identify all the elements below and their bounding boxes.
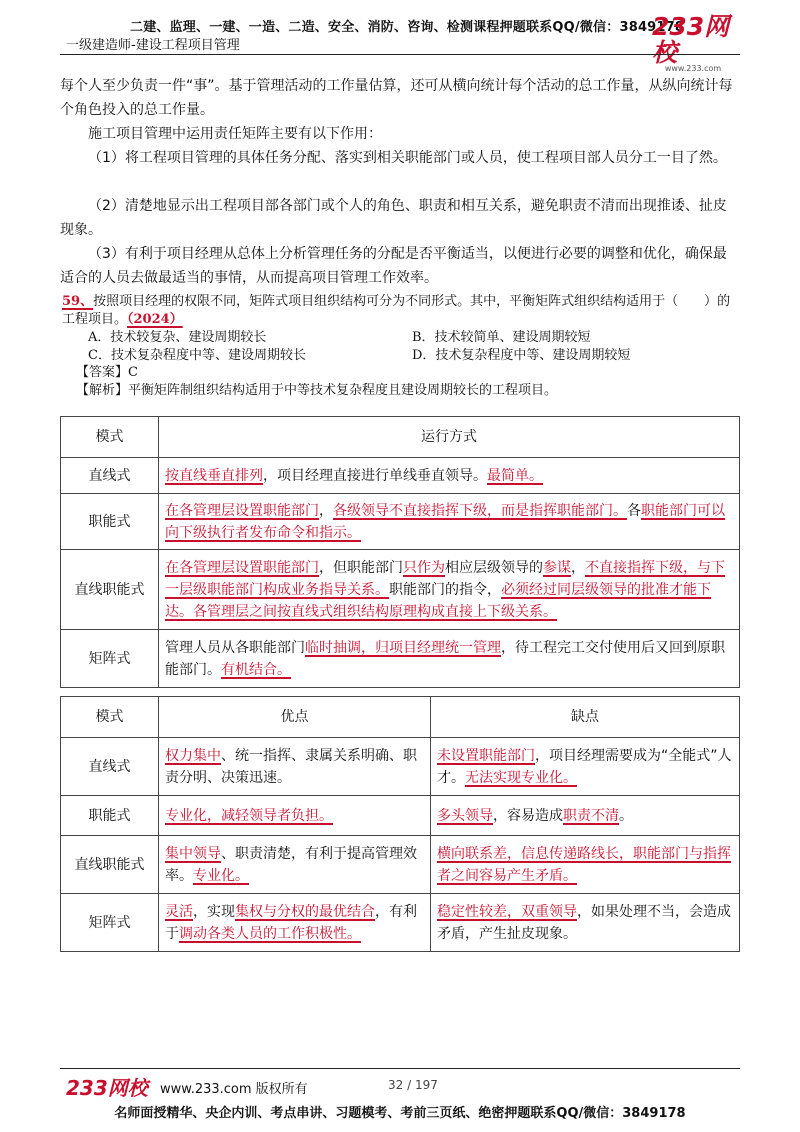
plain-text: ，待工程完工交付使用后又回到原职能部门。 — [165, 639, 725, 678]
plain-text: ，但职能部门 — [319, 559, 403, 576]
cons-cell — [431, 894, 740, 952]
highlight-text: 权力集中 — [165, 747, 221, 764]
plain-text: 、职责清楚，有利于提高管理效率。 — [165, 845, 417, 884]
mode-cell: 职能式 — [61, 494, 159, 550]
highlight-text: 参谋 — [543, 559, 571, 576]
header-subject: 一级建造师-建设工程项目管理 — [66, 38, 240, 53]
highlight-text: 多头领导 — [437, 807, 493, 824]
plain-text: ，实现 — [193, 903, 235, 920]
footer-divider — [60, 1068, 740, 1069]
table-row — [61, 836, 740, 894]
plain-text: ，容易造成 — [493, 807, 563, 824]
option-b: B．技术较简单、建设周期较短 — [412, 330, 591, 345]
table-row — [61, 738, 740, 796]
mode-cell: 矩阵式 — [61, 894, 159, 952]
highlight-text: 职责不清 — [563, 807, 619, 824]
plain-text: 各 — [627, 502, 641, 519]
highlight-text: 不直接指挥下级，与下一层级职能部门构成业务指导关系。 — [165, 559, 725, 598]
highlight-text: 最简单。 — [487, 467, 543, 484]
mode-cell: 直线职能式 — [61, 550, 159, 630]
plain-text: 。 — [619, 807, 633, 824]
plain-text: ， — [319, 502, 333, 519]
cons-cell — [431, 738, 740, 796]
column-header-operation: 运行方式 — [159, 417, 740, 458]
highlight-text: 集权与分权的最优结合 — [235, 903, 375, 920]
operation-cell — [159, 550, 740, 630]
highlight-text: 临时抽调，归项目经理统一管理 — [305, 639, 501, 656]
pros-cell — [159, 796, 431, 836]
plain-text: ，项目经理直接进行单线垂直领导。 — [263, 467, 487, 484]
highlight-text: 职能部门可以向下级执行者发布命令和指示。 — [165, 502, 725, 541]
mode-cell: 直线式 — [61, 458, 159, 494]
plain-text: ，如果处理不当，会造成矛盾，产生扯皮现象。 — [437, 903, 731, 942]
column-header-mode: 模式 — [61, 417, 159, 458]
cons-cell — [431, 836, 740, 894]
highlight-text: 必须经过同层级领导的批准才能下达。各管理层之间按直线式组织结构原理构成直接上下级关系。 — [165, 581, 711, 620]
question-year: （2024） — [127, 312, 183, 327]
highlight-text: 未设置职能部门 — [437, 747, 535, 764]
highlight-text: 各级领导不直接指挥下级，而是指挥职能部门。 — [333, 502, 627, 519]
column-header-mode: 模式 — [61, 697, 159, 738]
footer-copyright: www.233.com 版权所有 — [160, 1082, 308, 1097]
highlight-text: 有机结合。 — [221, 661, 291, 678]
plain-text: ，项目经理需要成为“全能式”人才。 — [437, 747, 732, 786]
paragraph-workload: 每个人至少负责一件“事”。基于管理活动的工作量估算，还可从横向统计每个活动的总工作量，从纵向统计每个角色投入的总工作量。 — [60, 78, 733, 118]
paragraph-matrix-intro: 施工项目管理中运用责任矩阵主要有以下作用： — [88, 126, 382, 142]
table-row — [61, 894, 740, 952]
pros-cell — [159, 836, 431, 894]
table-row — [61, 494, 740, 550]
brand-logo-url: www.233.com — [664, 64, 722, 73]
highlight-text: 调动各类人员的工作积极性。 — [179, 925, 361, 942]
option-a: A．技术较复杂、建设周期较长 — [88, 330, 267, 345]
highlight-text: 灵活 — [165, 903, 193, 920]
header-divider — [60, 54, 740, 55]
operation-cell — [159, 630, 740, 688]
highlight-text: 在各管理层设置职能部门 — [165, 559, 319, 576]
operation-cell — [159, 458, 740, 494]
analysis-line: 【解析】平衡矩阵制组织结构适用于中等技术复杂程度且建设周期较长的工程项目。 — [76, 383, 558, 398]
table-header-row — [61, 697, 740, 738]
cons-cell — [431, 796, 740, 836]
pros-cell — [159, 894, 431, 952]
option-d: D．技术复杂程度中等、建设周期较短 — [412, 348, 631, 363]
plain-text: ，有利于 — [165, 903, 417, 942]
option-c: C．技术复杂程度中等、建设周期较长 — [88, 348, 306, 363]
column-header-pros: 优点 — [159, 697, 431, 738]
pros-cell — [159, 738, 431, 796]
highlight-text: 专业化，减轻领导者负担。 — [165, 807, 333, 824]
operation-cell — [159, 494, 740, 550]
highlight-text: 无法实现专业化。 — [465, 769, 577, 786]
paragraph-point-1: （1）将工程项目管理的具体任务分配、落实到相关职能部门或人员，使工程项目部人员分工一目了然。 — [88, 150, 727, 166]
highlight-text: 专业化。 — [193, 867, 249, 884]
highlight-text: 按直线垂直排列 — [165, 467, 263, 484]
plain-text: 、统一指挥、隶属关系明确、职责分明、决策迅速。 — [165, 747, 417, 786]
table-row — [61, 630, 740, 688]
table-row — [61, 458, 740, 494]
plain-text: 管理人员从各职能部门 — [165, 639, 305, 656]
paragraph-point-3: （3）有利于项目经理从总体上分析管理任务的分配是否平衡适当，以便进行必要的调整和优化，确保最适合的人员去做最适当的事情，从而提高项目管理工作效率。 — [60, 246, 727, 286]
org-mode-pros-cons-table — [60, 696, 740, 952]
table-row — [61, 550, 740, 630]
mode-cell: 直线职能式 — [61, 836, 159, 894]
plain-text: 职能部门的指令， — [389, 581, 501, 598]
answer-line: 【答案】C — [76, 365, 138, 380]
question-number: 59、 — [62, 294, 94, 309]
column-header-cons: 缺点 — [431, 697, 740, 738]
footer-contact-line: 名师面授精华、央企内训、考点串讲、习题模考、考前三页纸、绝密押题联系QQ/微信：3849178 — [114, 1106, 686, 1121]
page-number: 32 / 197 — [388, 1078, 438, 1092]
highlight-text: 集中领导 — [165, 845, 221, 862]
highlight-text: 在各管理层设置职能部门 — [165, 502, 319, 519]
highlight-text: 横向联系差，信息传递路线长，职能部门与指挥者之间容易产生矛盾。 — [437, 845, 731, 884]
table-row — [61, 796, 740, 836]
footer-logo[interactable]: 233网校 — [66, 1076, 148, 1100]
question-stem — [62, 293, 742, 329]
question-text: 按照项目经理的权限不同，矩阵式项目组织结构可分为不同形式。其中，平衡矩阵式组织结构适用于（ ）的工程项目。 — [62, 294, 731, 327]
mode-cell: 矩阵式 — [61, 630, 159, 688]
brand-logo[interactable] — [652, 12, 734, 73]
paragraph-point-2: （2）清楚地显示出工程项目部各部门或个人的角色、职责和相互关系，避免职责不清而出现推诿、扯皮现象。 — [60, 198, 727, 238]
highlight-text: 只作为 — [403, 559, 445, 576]
header-courses-line: 二建、监理、一建、一造、二造、安全、消防、咨询、检测课程押题联系QQ/微信：3849178 — [130, 20, 685, 35]
mode-cell: 职能式 — [61, 796, 159, 836]
org-mode-operation-table — [60, 416, 740, 688]
plain-text: 相应层级领导的 — [445, 559, 543, 576]
brand-logo-text: 233网校 — [652, 12, 730, 67]
plain-text: ， — [571, 559, 585, 576]
table-header-row — [61, 417, 740, 458]
highlight-text: 稳定性较差，双重领导 — [437, 903, 577, 920]
mode-cell: 直线式 — [61, 738, 159, 796]
